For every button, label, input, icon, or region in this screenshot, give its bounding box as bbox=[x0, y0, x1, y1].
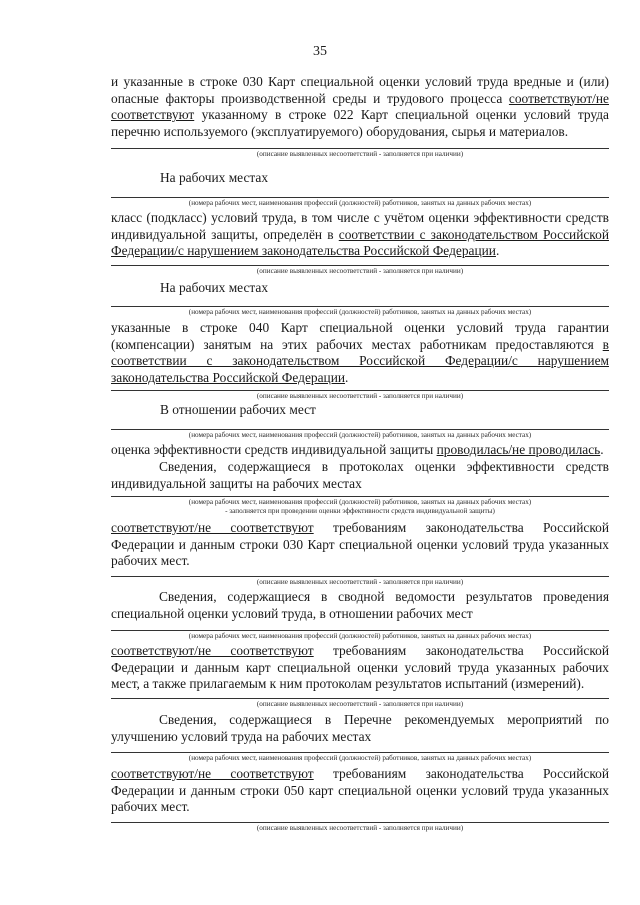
fill-line bbox=[111, 429, 609, 430]
underlined-choice: соответствии с законодательством Российской Федерации/с нарушением законодательства Российской Федерации bbox=[111, 226, 609, 259]
caption-workplaces: (номера рабочих мест, наименования профессий (должностей) работников, занятых на данных рабочих местах) bbox=[188, 498, 532, 506]
fill-line bbox=[111, 306, 609, 307]
fill-line bbox=[111, 698, 609, 699]
paragraph-compliance-030 bbox=[111, 520, 609, 570]
text-fragment: . bbox=[600, 442, 604, 457]
text-fragment: , сырья и материалов. bbox=[444, 123, 569, 139]
text-fragment: и указанные в строке 030 Карт специальной оценки условий труда вредные и (или) опасные факторы производственной среды и трудового процесса bbox=[111, 74, 609, 106]
caption-description: (описание выявленных несоответствий - заполняется при наличии) bbox=[256, 578, 464, 586]
paragraph-recommended-measures: Сведения, содержащиеся в Перечне рекомендуемых мероприятий по улучшению условий труда на рабочих местах bbox=[111, 712, 609, 744]
text-fragment: указанному в строке 022 Карт специальной оценки условий труда перечню используемого (эксплуатируемого) оборудования bbox=[111, 107, 609, 139]
text-fragment: требованиям законодательства Российской Федерации и данным карт специальной оценки условий труда указанных рабочих мест, а также прилагаемым к ним протоколам результатов испытаний (измерений). bbox=[111, 643, 610, 692]
heading-regarding-workplaces: В отношении рабочих мест bbox=[160, 402, 316, 417]
text-fragment: . bbox=[495, 243, 500, 259]
paragraph-compliance-cards bbox=[111, 643, 609, 693]
fill-line bbox=[111, 496, 609, 497]
heading-workplaces: На рабочих местах bbox=[160, 280, 269, 295]
underlined-choice: соответствуют/не соответствуют bbox=[111, 766, 314, 781]
text-fragment: . bbox=[345, 369, 349, 385]
paragraph-compliance-050 bbox=[111, 766, 609, 816]
fill-line bbox=[111, 822, 609, 823]
caption-workplaces-continued: - заполняется при проведении оценки эффективности средств индивидуальной защиты) bbox=[225, 507, 495, 515]
fill-line bbox=[111, 390, 609, 391]
paragraph-summary-statement: Сведения, содержащиеся в сводной ведомости результатов проведения специальной оценки условий труда, в отношении рабочих мест bbox=[111, 589, 609, 621]
paragraph-factors-compliance bbox=[111, 74, 609, 140]
caption-description: (описание выявленных несоответствий - заполняется при наличии) bbox=[256, 824, 464, 832]
caption-description: (описание выявленных несоответствий - заполняется при наличии) bbox=[256, 267, 464, 275]
page-number: 35 bbox=[313, 44, 327, 59]
caption-workplaces: (номера рабочих мест, наименования профессий (должностей) работников, занятых на данных рабочих местах) bbox=[188, 754, 532, 762]
underlined-choice: соответствуют/не соответствуют bbox=[111, 520, 314, 535]
text-fragment: оценка эффективности средств индивидуальной защиты bbox=[111, 442, 437, 457]
text-fragment: класс (подкласс) условий труда, в том числе с учётом оценки эффективности средств индивидуальной защиты, определён в bbox=[111, 210, 609, 242]
paragraph-guarantees bbox=[111, 320, 609, 386]
underlined-choice: в соответствии с законодательством Российской Федерации/с нарушением законодательства Российской Федерации bbox=[111, 336, 609, 385]
fill-line bbox=[111, 752, 609, 753]
paragraph-ppe-evaluation bbox=[111, 442, 609, 459]
underlined-choice: соответствуют/не соответствуют bbox=[111, 643, 314, 658]
text-fragment: указанные в строке 040 Карт специальной оценки условий труда гарантии (компенсации) занятым на этих рабочих местах работникам предоставляются bbox=[111, 320, 609, 352]
paragraph-class-determination bbox=[111, 210, 609, 260]
caption-description: (описание выявленных несоответствий - заполняется при наличии) bbox=[256, 150, 464, 158]
caption-workplaces: (номера рабочих мест, наименования профессий (должностей) работников, занятых на данных рабочих местах) bbox=[188, 431, 532, 439]
fill-line bbox=[111, 148, 609, 149]
caption-workplaces: (номера рабочих мест, наименования профессий (должностей) работников, занятых на данных рабочих местах) bbox=[188, 199, 532, 207]
underlined-choice: проводилась/не проводилась bbox=[436, 442, 601, 457]
fill-line bbox=[111, 265, 609, 266]
caption-description: (описание выявленных несоответствий - заполняется при наличии) bbox=[256, 700, 464, 708]
fill-line bbox=[111, 630, 609, 631]
fill-line bbox=[111, 197, 609, 198]
text-fragment: требованиям законодательства Российской Федерации и данным строки 030 Карт специальной оценки условий труда указанных рабочих мест. bbox=[111, 520, 610, 569]
heading-workplaces: На рабочих местах bbox=[160, 170, 269, 185]
caption-workplaces: (номера рабочих мест, наименования профессий (должностей) работников, занятых на данных рабочих местах) bbox=[188, 632, 532, 640]
underlined-choice: соответствуют/не соответствуют bbox=[111, 90, 609, 123]
caption-description: (описание выявленных несоответствий - заполняется при наличии) bbox=[256, 392, 464, 400]
text-fragment: требованиям законодательства Российской Федерации и данным строки 050 карт специальной оценки условий труда указанных рабочих мест. bbox=[111, 766, 610, 815]
caption-workplaces: (номера рабочих мест, наименования профессий (должностей) работников, занятых на данных рабочих местах) bbox=[188, 308, 532, 316]
fill-line bbox=[111, 576, 609, 577]
paragraph-ppe-protocols: Сведения, содержащиеся в протоколах оценки эффективности средств индивидуальной защиты на рабочих местах bbox=[111, 459, 609, 491]
